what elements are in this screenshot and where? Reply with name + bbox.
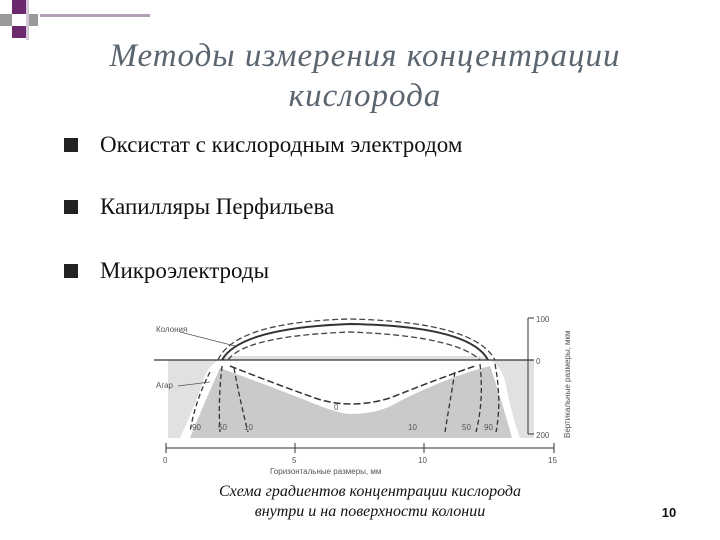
caption-line-1: Схема градиентов концентрации кислорода bbox=[218, 483, 521, 500]
x-tick-0: 0 bbox=[163, 456, 168, 465]
title-line-2: кислорода bbox=[288, 78, 442, 114]
contour-label-10-right: 10 bbox=[408, 423, 417, 432]
y-tick-0: 0 bbox=[536, 357, 541, 366]
page-number: 10 bbox=[661, 505, 677, 520]
x-tick-5: 5 bbox=[292, 456, 297, 465]
agar-label: Агар bbox=[156, 381, 173, 390]
contour-label-50-left: 50 bbox=[218, 423, 227, 432]
bullet-text: Оксистат с кислородным электродом bbox=[100, 132, 463, 157]
x-tick-15: 15 bbox=[548, 456, 557, 465]
colony-label: Колония bbox=[156, 325, 188, 334]
colony-dashed-contour-outer bbox=[218, 319, 495, 360]
bullet-item-microelectrodes bbox=[64, 256, 269, 286]
bullet-item-oxistat bbox=[64, 130, 462, 160]
contour-label-90-left: 90 bbox=[192, 423, 201, 432]
title-line-1: Методы измерения концентрации bbox=[109, 38, 621, 74]
colony-leader-line bbox=[180, 332, 235, 346]
colony-dashed-contour-inner bbox=[228, 332, 480, 360]
bullet-square-icon bbox=[64, 200, 78, 214]
bullet-square-icon bbox=[64, 264, 78, 278]
slide-title bbox=[70, 36, 660, 116]
y-axis-label: Вертикальные размеры, мкм bbox=[563, 330, 572, 438]
bullet-text: Капилляры Перфильева bbox=[100, 194, 335, 219]
bullet-text: Микроэлектроды bbox=[100, 258, 270, 283]
contour-label-10-left: 10 bbox=[244, 423, 253, 432]
contour-label-50-right: 50 bbox=[462, 423, 471, 432]
x-tick-10: 10 bbox=[418, 456, 427, 465]
bullet-item-capillaries bbox=[64, 192, 334, 222]
caption-line-2: внутри и на поверхности колонии bbox=[254, 503, 486, 520]
bullet-square-icon bbox=[64, 138, 78, 152]
oxygen-gradient-diagram bbox=[150, 306, 590, 486]
x-axis-label: Горизонтальные размеры, мм bbox=[270, 467, 382, 476]
y-tick-100: 100 bbox=[536, 315, 550, 324]
corner-decoration bbox=[0, 0, 150, 40]
contour-label-0: 0 bbox=[334, 403, 339, 412]
contour-label-90-right: 90 bbox=[484, 423, 493, 432]
figure-caption bbox=[170, 482, 570, 522]
y-tick-200: 200 bbox=[536, 431, 550, 440]
